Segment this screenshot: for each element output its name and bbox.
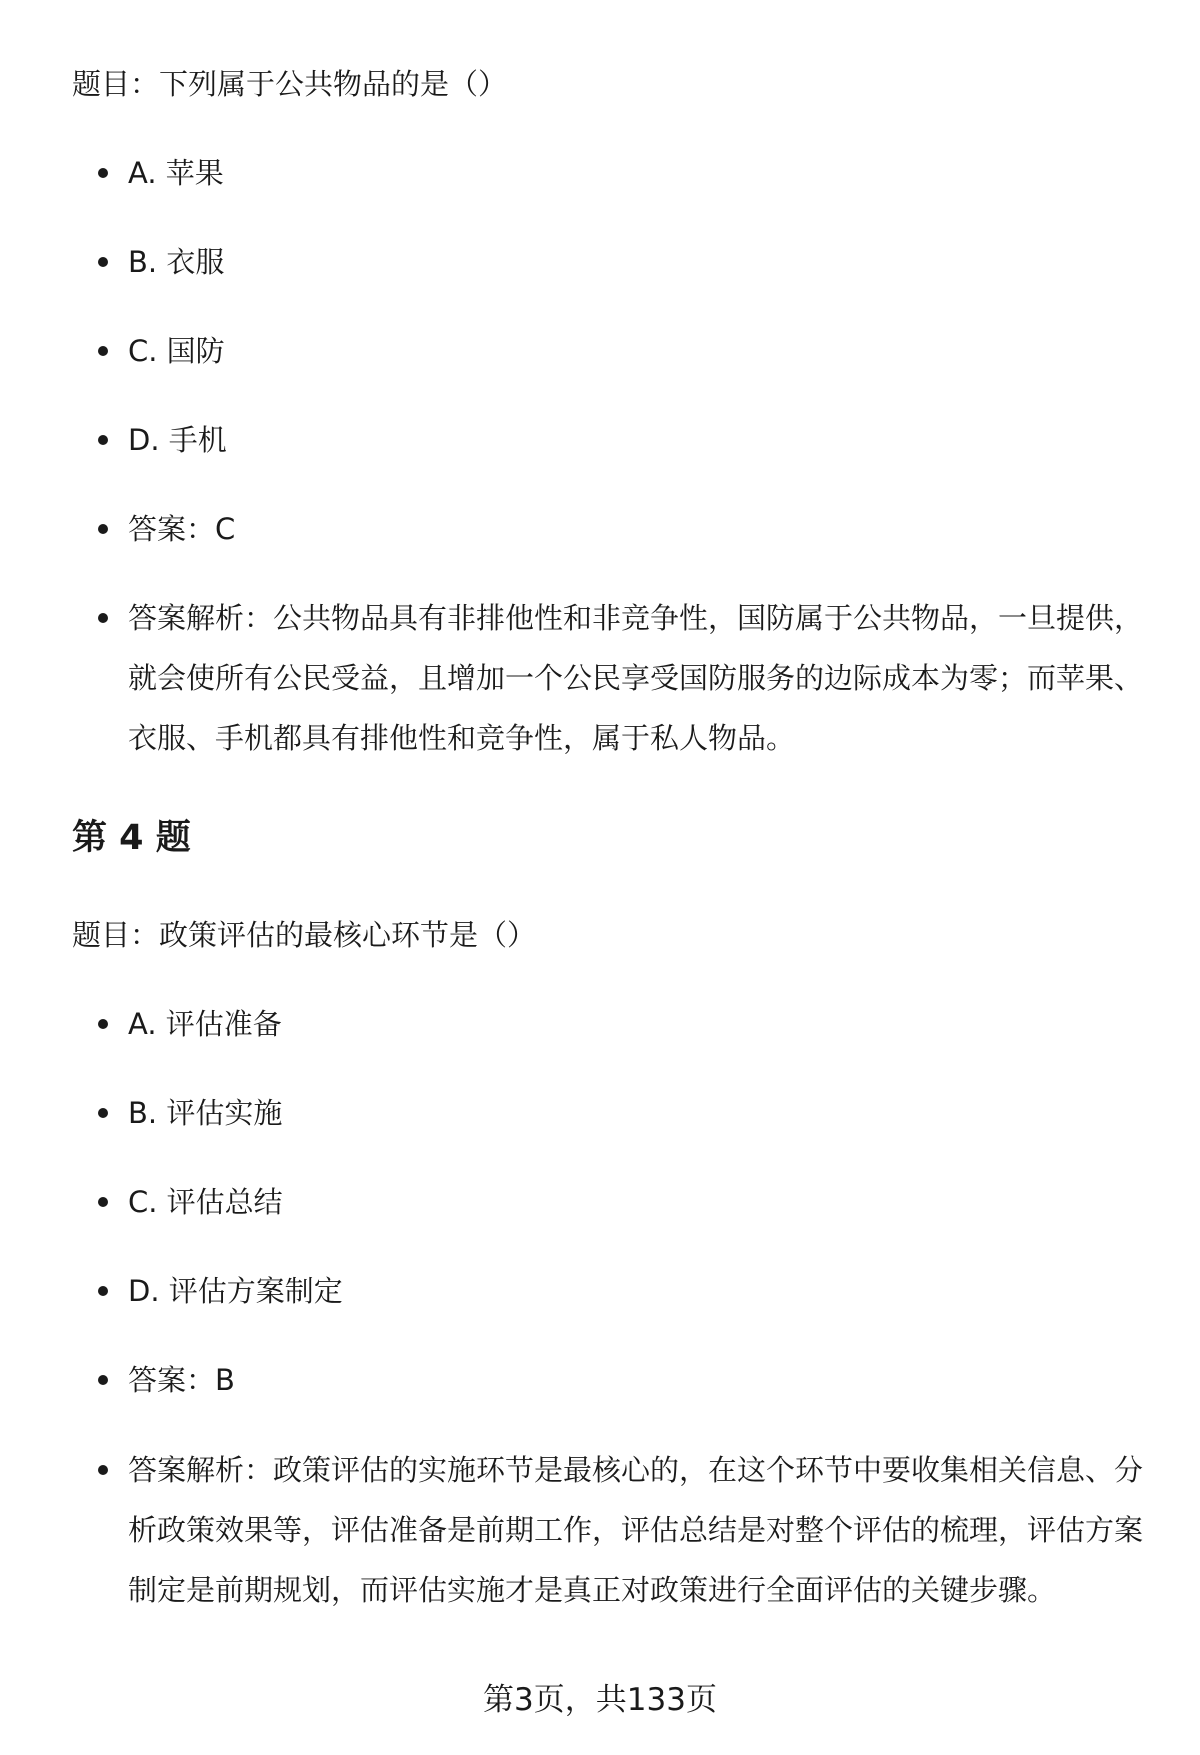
question-4-heading: 第 4 题 [72,818,191,858]
question-3-option-d: D. 手机 [128,420,227,460]
question-3-option-a: A. 苹果 [128,153,224,193]
question-3-text: 题目：下列属于公共物品的是（） [72,67,508,101]
question-4-text: 题目：政策评估的最核心环节是（） [72,918,537,952]
question-4-answer: 答案：B [128,1360,235,1400]
question-3-option-b: B. 衣服 [128,242,224,282]
question-3-explanation: 答案解析：公共物品具有非排他性和非竞争性，国防属于公共物品，一旦提供，就会使所有公民受益，且增加一个公民享受国防服务的边际成本为零；而苹果、衣服、手机都具有排他性和竞争性，属于私人物品。 [128,588,1143,768]
question-4-option-d: D. 评估方案制定 [128,1271,343,1311]
question-4-option-b: B. 评估实施 [128,1093,282,1133]
question-4-explanation: 答案解析：政策评估的实施环节是最核心的，在这个环节中要收集相关信息、分析政策效果等，评估准备是前期工作，评估总结是对整个评估的梳理，评估方案制定是前期规划，而评估实施才是真正对政策进行全面评估的关键步骤。 [128,1440,1143,1620]
question-4-option-c: C. 评估总结 [128,1182,283,1222]
question-3-option-c: C. 国防 [128,331,225,371]
question-3-answer: 答案：C [128,509,235,549]
page-indicator: 第3页，共133页 [483,1682,717,1718]
question-4-option-a: A. 评估准备 [128,1004,282,1044]
